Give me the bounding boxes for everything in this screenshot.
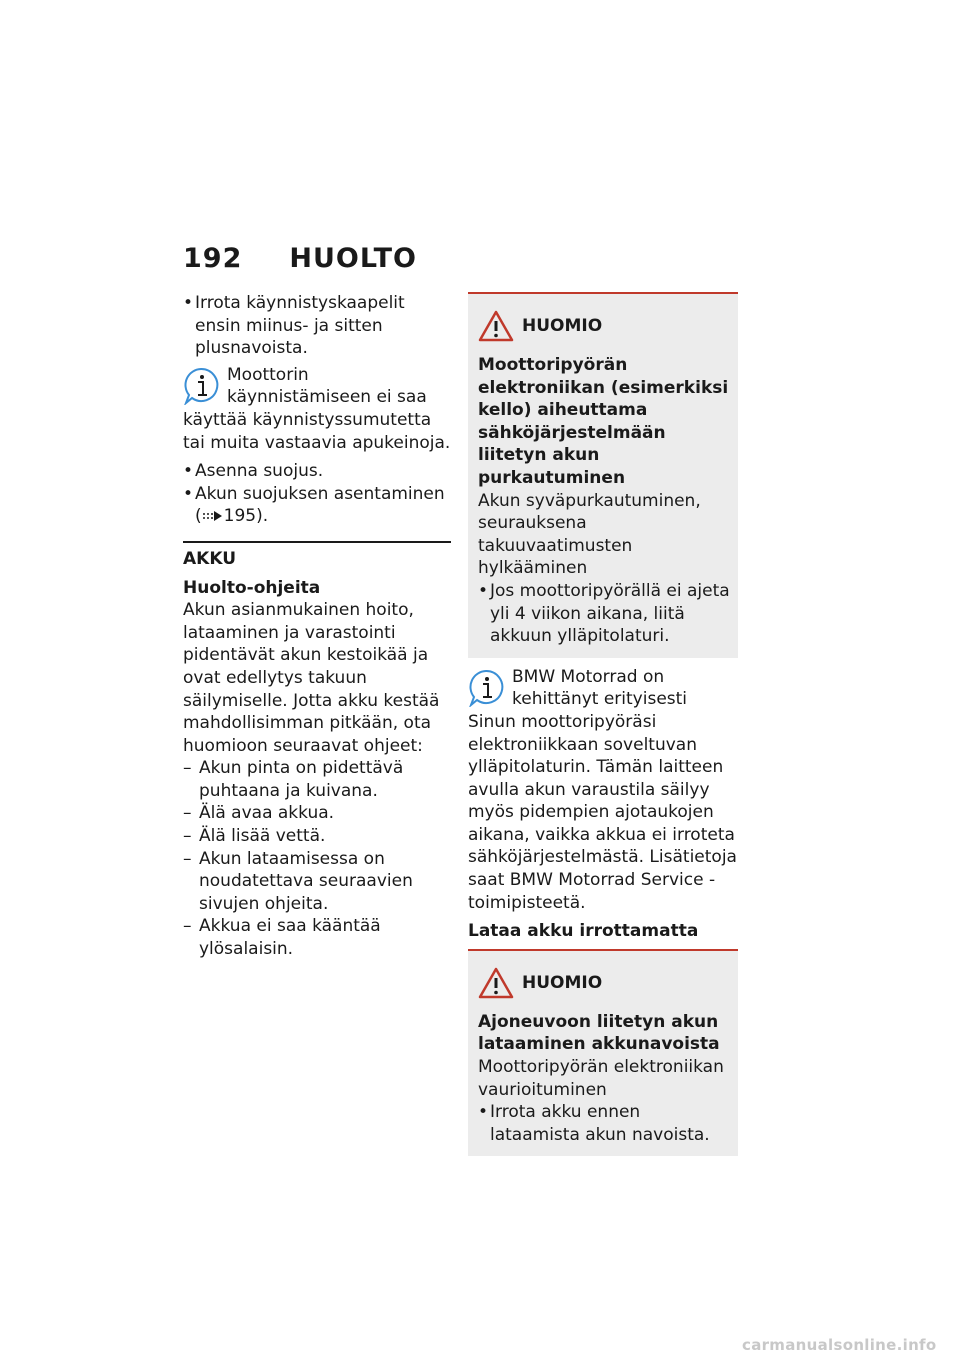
page-reference-arrow-icon bbox=[202, 510, 224, 522]
dash-item: – Älä lisää vettä. bbox=[183, 825, 451, 848]
warning-action: • Jos moottoripyörällä ei ajeta yli 4 viikon aikana, liitä akkuun ylläpitolaturi. bbox=[478, 580, 730, 648]
warning-consequence: Moottoripyörän elektroniikan vaurioituminen bbox=[478, 1057, 724, 1100]
warning-header bbox=[478, 302, 730, 350]
bullet-item: • Asenna suojus. bbox=[183, 460, 451, 483]
info-icon bbox=[183, 367, 219, 405]
bullet-item-ref: • Akun suojuksen asentaminen ( 195). bbox=[183, 483, 451, 528]
dash-item: – Älä avaa akkua. bbox=[183, 802, 451, 825]
warning-action: • Irrota akku ennen lataamista akun navoista. bbox=[478, 1101, 730, 1146]
info-note bbox=[468, 666, 738, 915]
bullet-text: Akun suojuksen asentaminen bbox=[195, 483, 445, 504]
dash-item: – Akun lataamisessa on noudatettava seuraavien sivujen ohjeita. bbox=[183, 848, 451, 916]
warning-consequence: Akun syväpurkautuminen, seurauksena takuuvaatimusten hylkääminen bbox=[478, 490, 701, 579]
note-text: BMW Motorrad on kehittänyt erityisesti Sinun moottoripyöräsi elektroniikkaan soveltuvan ylläpitolaturin. Tämän laitteen avulla akun varaustila säilyy myös pidempien ajotaukojen aikana, vaikka akkua ei irroteta sähköjärjestelmästä. Lisätietoja saat BMW Motorrad Service -toimipisteetä. bbox=[468, 666, 737, 913]
warning-box bbox=[468, 292, 738, 658]
dash-item: – Akkua ei saa kääntää ylösalaisin. bbox=[183, 915, 451, 960]
warning-header bbox=[478, 959, 730, 1007]
warning-label: HUOMIO bbox=[522, 972, 603, 993]
dash-item: – Akun pinta on pidettävä puhtaana ja kuivana. bbox=[183, 757, 451, 802]
warning-box bbox=[468, 949, 738, 1157]
warning-title: Ajoneuvoon liitetyn akun lataaminen akkunavoista bbox=[478, 1011, 720, 1055]
section-title: AKKU bbox=[183, 541, 451, 571]
subheading: Huolto-ohjeita bbox=[183, 577, 321, 598]
warning-title: Moottoripyörän elektroniikan (esimerkiksi kello) aiheuttama sähköjärjestelmään liitetyn akun purkautuminen bbox=[478, 355, 729, 488]
bullet-item: • Irrota käynnistyskaapelit ensin miinus- ja sitten plusnavoista. bbox=[183, 292, 451, 360]
page-number: 192 bbox=[183, 243, 243, 274]
right-column bbox=[468, 292, 738, 1156]
watermark: carmanualsonline.info bbox=[742, 1336, 937, 1354]
page-reference[interactable]: 195 bbox=[223, 506, 257, 527]
warning-triangle-icon bbox=[478, 967, 514, 999]
info-icon bbox=[468, 669, 504, 707]
warning-label: HUOMIO bbox=[522, 315, 603, 336]
left-column bbox=[183, 292, 451, 961]
chapter-title: HUOLTO bbox=[289, 243, 417, 274]
note-text: Moottorin käynnistämiseen ei saa käyttää käynnistyssumutetta tai muita vastaavia apukeinoja. bbox=[183, 364, 451, 453]
subheading: Lataa akku irrottamatta bbox=[468, 921, 699, 942]
paragraph: Akun asianmukainen hoito, lataaminen ja varastointi pidentävät akun kestoikää ja ovat edellytys takuun säilymiselle. Jotta akku kestää mahdollisimman pitkään, ota huomioon seuraavat ohjeet: bbox=[183, 600, 440, 756]
warning-triangle-icon bbox=[478, 310, 514, 342]
page-header bbox=[183, 243, 417, 279]
info-note bbox=[183, 364, 451, 454]
